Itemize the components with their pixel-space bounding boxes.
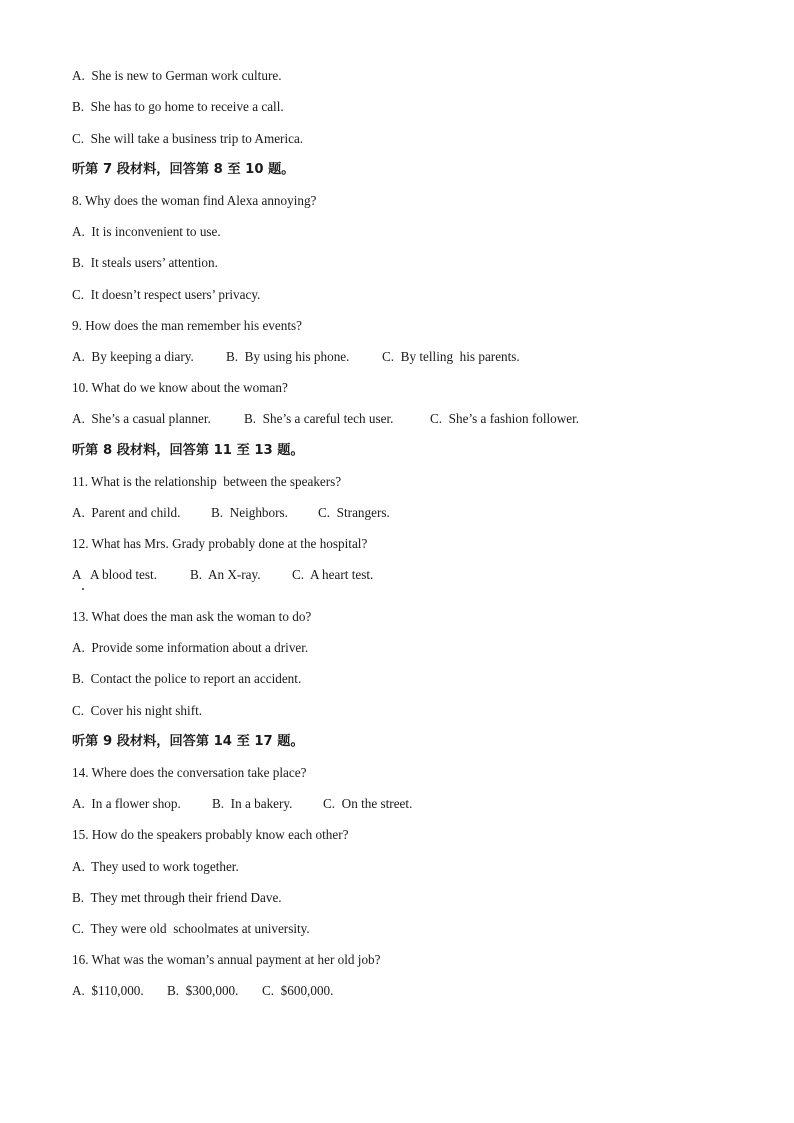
section-heading-8: 听第 8 段材料，回答第 11 至 13 题。 — [72, 443, 304, 458]
q11-options — [72, 505, 390, 521]
q12-options — [72, 567, 373, 583]
q11-option-a: A. Parent and child. — [72, 505, 181, 520]
q7-option-b: B. She has to go home to receive a call. — [72, 99, 284, 114]
q10-option-c: C. She’s a fashion follower. — [430, 411, 580, 426]
q14-option-b: B. In a bakery. — [212, 796, 293, 811]
q8-option-c: C. It doesn’t respect users’ privacy. — [72, 287, 261, 302]
q15-option-b: B. They met through their friend Dave. — [72, 890, 282, 905]
q14-options — [72, 796, 412, 812]
q15-option-c: C. They were old schoolmates at university. — [72, 921, 310, 936]
q16-options — [72, 983, 333, 999]
stray-dot — [82, 588, 84, 590]
q15-option-a: A. They used to work together. — [72, 859, 239, 874]
q14-option-a: A. In a flower shop. — [72, 796, 181, 811]
q11-option-b: B. Neighbors. — [211, 505, 288, 520]
question-16: 16. What was the woman’s annual payment at her old job? — [72, 952, 381, 967]
q16-option-b: B. $300,000. — [167, 983, 239, 998]
section-heading-9: 听第 9 段材料，回答第 14 至 17 题。 — [72, 734, 304, 749]
q7-option-c: C. She will take a business trip to America. — [72, 131, 304, 146]
q11-option-c: C. Strangers. — [318, 505, 390, 520]
q10-option-b: B. She’s a careful tech user. — [244, 411, 394, 426]
question-12: 12. What has Mrs. Grady probably done at the hospital? — [72, 536, 368, 551]
question-13: 13. What does the man ask the woman to do? — [72, 609, 312, 624]
q12-option-b: B. An X-ray. — [190, 567, 261, 582]
q7-option-a: A. She is new to German work culture. — [72, 68, 282, 83]
q8-option-b: B. It steals users’ attention. — [72, 255, 218, 270]
q16-option-c: C. $600,000. — [262, 983, 334, 998]
q13-option-b: B. Contact the police to report an accident. — [72, 671, 302, 686]
q9-options — [72, 349, 520, 365]
question-8: 8. Why does the woman find Alexa annoying? — [72, 193, 317, 208]
question-9: 9. How does the man remember his events? — [72, 318, 302, 333]
question-14: 14. Where does the conversation take place? — [72, 765, 307, 780]
q9-option-a: A. By keeping a diary. — [72, 349, 194, 364]
q9-option-c: C. By telling his parents. — [382, 349, 520, 364]
q8-option-a: A. It is inconvenient to use. — [72, 224, 221, 239]
q16-option-a: A. $110,000. — [72, 983, 144, 998]
question-15: 15. How do the speakers probably know each other? — [72, 827, 349, 842]
q14-option-c: C. On the street. — [323, 796, 413, 811]
q13-option-c: C. Cover his night shift. — [72, 703, 203, 718]
q10-option-a: A. She’s a casual planner. — [72, 411, 211, 426]
q9-option-b: B. By using his phone. — [226, 349, 350, 364]
q13-option-a: A. Provide some information about a driver. — [72, 640, 309, 655]
q12-option-a: A A blood test. — [72, 567, 157, 582]
question-10: 10. What do we know about the woman? — [72, 380, 288, 395]
q12-option-c: C. A heart test. — [292, 567, 374, 582]
section-heading-7: 听第 7 段材料，回答第 8 至 10 题。 — [72, 162, 295, 177]
q10-options — [72, 411, 579, 427]
question-11: 11. What is the relationship between the speakers? — [72, 474, 342, 489]
